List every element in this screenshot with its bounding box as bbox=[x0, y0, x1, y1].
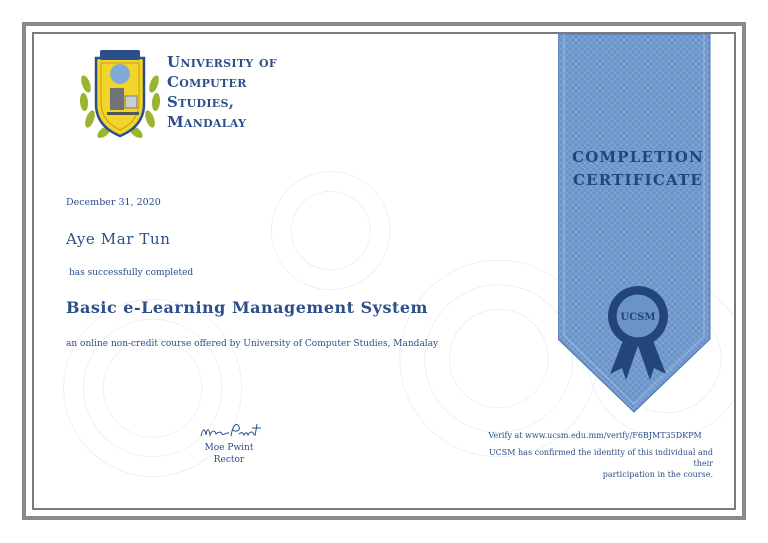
university-line-1: University of bbox=[167, 53, 277, 71]
offered-text: an online non-credit course offered by University of Computer Studies, Mandalay bbox=[66, 339, 439, 349]
confirm-line-2: participation in the course. bbox=[602, 470, 713, 479]
recipient-name: Aye Mar Tun bbox=[66, 230, 171, 248]
signer-title: Rector bbox=[213, 455, 245, 465]
identity-confirmation bbox=[477, 447, 713, 480]
completed-text: has successfully completed bbox=[69, 268, 194, 278]
signer-block bbox=[176, 442, 282, 466]
certificate-frame bbox=[22, 22, 746, 520]
university-line-4: Mandalay bbox=[167, 113, 247, 131]
university-line-3: Studies, bbox=[167, 93, 235, 111]
university-name bbox=[167, 52, 277, 132]
signer-name: Moe Pwint bbox=[204, 443, 254, 453]
verify-link-text: Verify at www.ucsm.edu.mm/verify/F6BJMT35DKPM bbox=[488, 431, 702, 440]
course-title: Basic e-Learning Management System bbox=[66, 298, 428, 317]
signature-image bbox=[197, 418, 277, 442]
certificate-body bbox=[32, 32, 736, 510]
completion-certificate-title bbox=[558, 146, 718, 192]
rosette-label: UCSM bbox=[620, 312, 656, 323]
certificate-line-1: COMPLETION bbox=[572, 148, 704, 166]
rosette-badge-icon bbox=[600, 284, 676, 380]
university-seal-icon bbox=[74, 44, 166, 144]
issue-date: December 31, 2020 bbox=[66, 197, 161, 208]
confirm-line-1: UCSM has confirmed the identity of this individual and their bbox=[488, 448, 713, 468]
certificate-line-2: CERTIFICATE bbox=[573, 171, 703, 189]
university-line-2: Computer bbox=[167, 73, 247, 91]
